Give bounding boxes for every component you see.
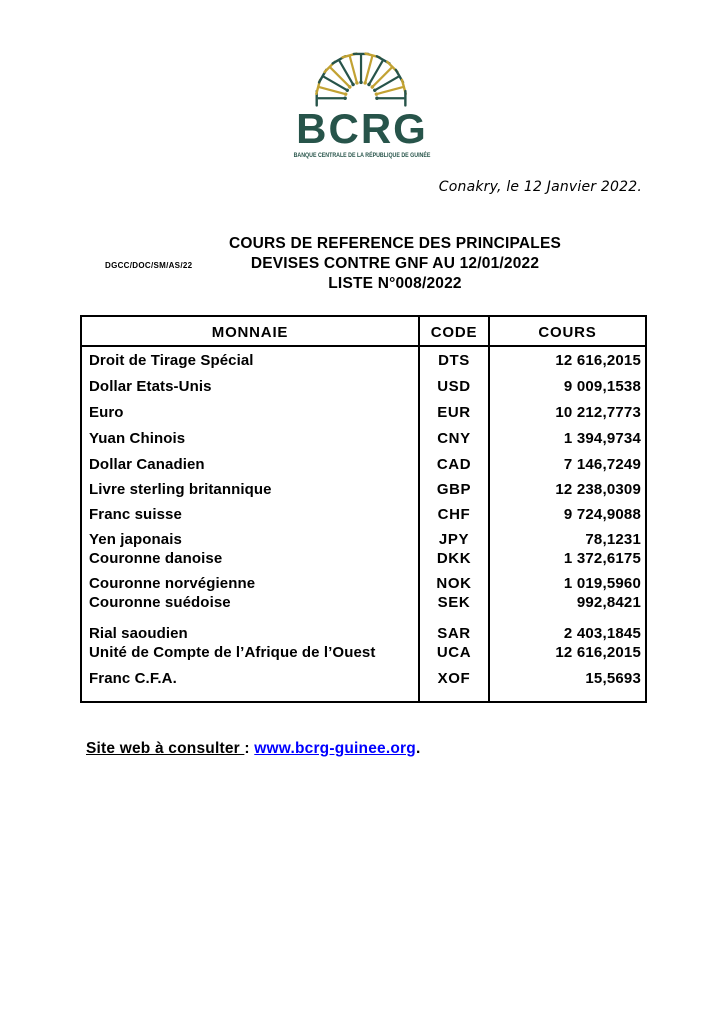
currency-code: UCA [436,644,472,661]
document-title [148,234,642,294]
reference-number: DGCC/DOC/SM/AS/22 [105,261,193,270]
currency-code: CNY [437,430,471,447]
currency-name: Unité de Compte de l’Afrique de l’Ouest [89,644,376,661]
currency-rate: 1 019,5960 [563,575,641,592]
currency-rate: 992,8421 [576,594,641,611]
currency-name: Euro [89,404,124,421]
header-currency: MONNAIE [211,324,289,341]
table-row [82,403,645,422]
rates-body [82,349,645,688]
currency-rate: 12 238,0309 [555,481,641,498]
currency-code: CHF [437,506,471,523]
currency-name: Franc C.F.A. [89,670,177,687]
table-row [82,505,645,524]
currency-rate: 1 394,9734 [563,430,641,447]
logo-acronym: BCRG [296,105,428,152]
website-separator: : [244,740,255,757]
table-row [82,455,645,474]
currency-code: DKK [436,550,472,567]
currency-rate: 78,1231 [585,531,641,548]
currency-name: Droit de Tirage Spécial [89,352,254,369]
currency-name: Yuan Chinois [89,430,186,447]
table-row [82,377,645,396]
website-period: . [415,740,421,757]
currency-code: GBP [436,481,472,498]
currency-rate: 15,5693 [585,670,641,687]
date-line: Conakry, le 12 Janvier 2022. [438,179,642,195]
currency-rate: 1 372,6175 [563,550,641,567]
title-line-1: COURS DE REFERENCE DES PRINCIPALES [228,235,562,252]
table-row [82,549,645,568]
currency-name: Dollar Etats-Unis [89,378,212,395]
table-row [82,643,645,662]
website-label: Site web à consulter [86,740,245,757]
table-row [82,669,645,688]
header-rate: COURS [538,324,597,341]
bcrg-logo [0,50,724,159]
website-line [86,740,420,758]
currency-code: NOK [436,575,472,592]
currency-code: USD [437,378,471,395]
table-row [82,574,645,593]
currency-rate: 10 212,7773 [555,404,641,421]
table-row [82,593,645,612]
currency-code: DTS [438,352,470,369]
logo-subtitle: BANQUE CENTRALE DE LA RÉPUBLIQUE DE GUINÉE [293,153,431,159]
currency-name: Franc suisse [89,506,182,523]
currency-rate: 12 616,2015 [555,644,641,661]
currency-code: XOF [437,670,471,687]
title-line-2: DEVISES CONTRE GNF AU 12/01/2022 [250,255,540,272]
title-line-3: LISTE N°008/2022 [328,275,462,292]
currency-name: Dollar Canadien [89,456,205,473]
currency-code: JPY [438,531,470,548]
currency-name: Couronne danoise [89,550,223,567]
table-row [82,351,645,370]
currency-name: Yen japonais [89,531,182,548]
exchange-rates-table [80,315,647,703]
currency-rate: 9 009,1538 [563,378,641,395]
sunburst-rays-icon [309,50,415,107]
currency-name: Couronne norvégienne [89,575,256,592]
table-row [82,429,645,448]
currency-rate: 7 146,7249 [563,456,641,473]
table-header-row [82,317,645,347]
currency-code: SAR [437,625,471,642]
currency-rate: 2 403,1845 [563,625,641,642]
header-code: CODE [430,324,478,341]
table-row [82,624,645,643]
website-link[interactable]: www.bcrg-guinee.org [254,740,416,757]
currency-name: Rial saoudien [89,625,188,642]
table-row [82,530,645,549]
currency-name: Couronne suédoise [89,594,231,611]
table-row [82,480,645,499]
currency-code: EUR [437,404,471,421]
currency-code: CAD [436,456,472,473]
currency-rate: 12 616,2015 [555,352,641,369]
currency-name: Livre sterling britannique [89,481,272,498]
currency-rate: 9 724,9088 [563,506,641,523]
currency-code: SEK [437,594,471,611]
